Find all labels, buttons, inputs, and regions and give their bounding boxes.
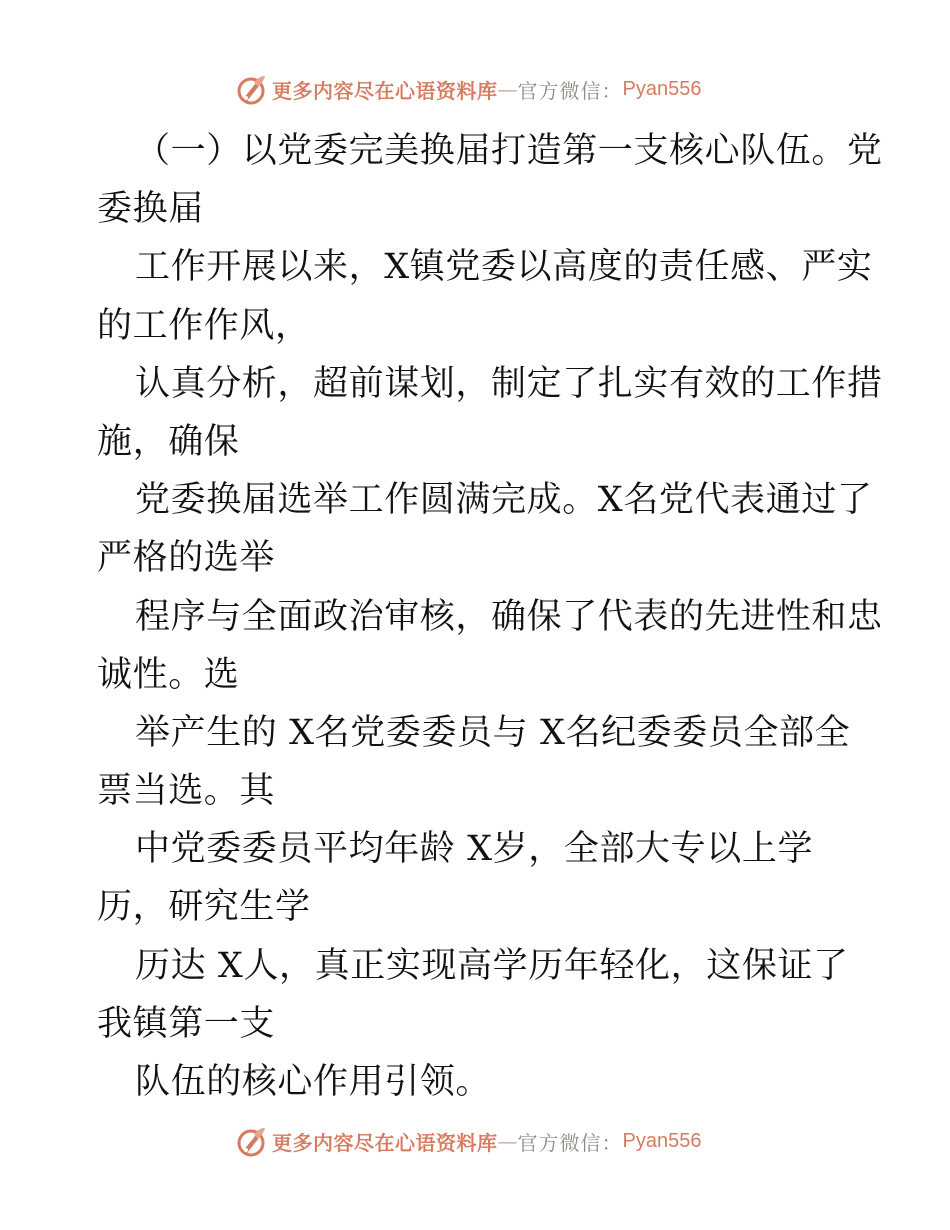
watermark-wechat-label: 官方微信： xyxy=(517,1130,623,1155)
quill-logo-icon xyxy=(234,72,268,106)
text-line: 认真分析，超前谋划，制定了扎实有效的工作措 xyxy=(135,363,883,404)
header-watermark xyxy=(234,72,701,106)
watermark-site-text: 更多内容尽在心语资料库 xyxy=(272,1130,498,1155)
watermark-wechat-label: 官方微信： xyxy=(517,78,623,103)
text-line: 票当选。其 xyxy=(97,771,276,812)
watermark-wechat-id: Pyan556 xyxy=(622,77,702,100)
text-line: （一）以党委完美换届打造第一支核心队伍。党 xyxy=(135,131,883,171)
footer-watermark xyxy=(234,1124,701,1158)
watermark-dash: — xyxy=(497,77,518,101)
watermark-site-text: 更多内容尽在心语资料库 xyxy=(272,78,498,103)
watermark-dash: — xyxy=(497,1129,518,1153)
text-line: 中党委委员平均年龄 X岁，全部大专以上学 xyxy=(135,829,814,870)
text-line: 历，研究生学 xyxy=(97,887,311,928)
text-line: 施，确保 xyxy=(97,421,240,462)
text-line: 的工作作风， xyxy=(97,305,311,346)
text-line: 举产生的 X名党委委员与 X名纪委委员全部全 xyxy=(135,712,851,753)
text-line: 队伍的核心作用引领。 xyxy=(135,1062,492,1102)
text-line: 程序与全面政治审核，确保了代表的先进性和忠 xyxy=(135,596,883,637)
text-line: 党委换届选举工作圆满完成。X名党代表通过了 xyxy=(135,480,873,521)
text-line: 委换届 xyxy=(97,189,204,230)
text-line: 工作开展以来，X镇党委以高度的责任感、严实 xyxy=(135,247,873,288)
watermark-wechat-id: Pyan556 xyxy=(622,1129,702,1152)
body-paragraph xyxy=(97,122,883,1111)
text-line: 诚性。选 xyxy=(97,654,240,695)
text-line: 历达 X人，真正实现高学历年轻化，这保证了 xyxy=(135,945,849,986)
text-line: 我镇第一支 xyxy=(97,1003,276,1044)
text-line: 严格的选举 xyxy=(97,538,276,579)
quill-logo-icon xyxy=(234,1124,268,1158)
